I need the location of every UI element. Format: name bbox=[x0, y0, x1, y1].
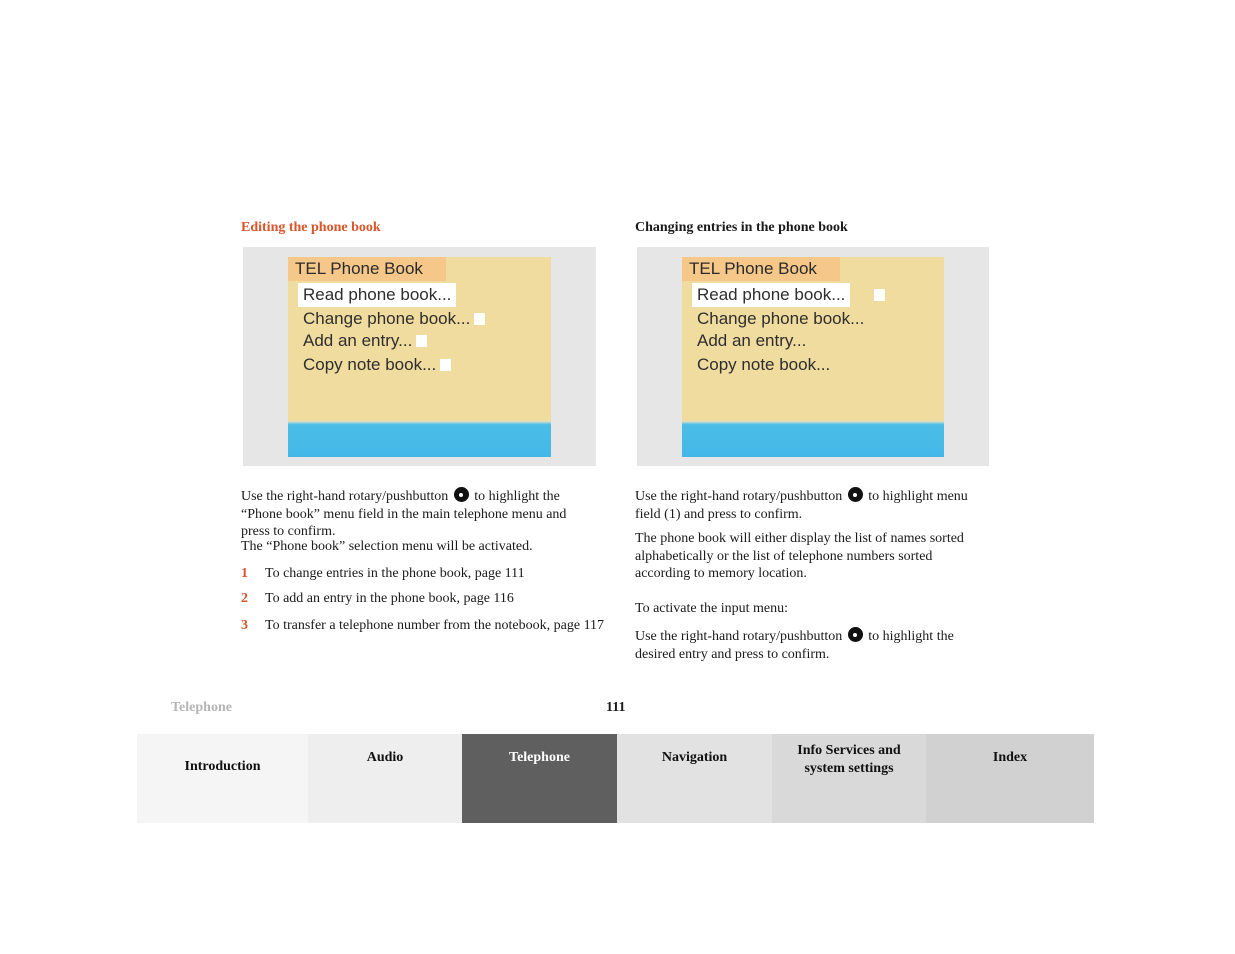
marker-3 bbox=[440, 359, 451, 371]
left-menu-change-phone-book: Change phone book... bbox=[298, 307, 490, 331]
tab-audio[interactable]: Audio bbox=[308, 734, 462, 823]
list-item: 1 To change entries in the phone book, page 111 bbox=[241, 565, 605, 583]
left-screen-frame bbox=[243, 247, 596, 466]
page-link-117[interactable]: To transfer a telephone number from the notebook, page 117 bbox=[265, 618, 605, 633]
left-menu-add-entry: Add an entry... bbox=[298, 329, 432, 353]
marker-2 bbox=[416, 335, 427, 347]
right-menu-read-phone-book: Read phone book... bbox=[692, 283, 850, 307]
rotary-pushbutton-icon bbox=[848, 487, 863, 502]
left-heading: Editing the phone book bbox=[241, 220, 381, 235]
right-screen-title: TEL Phone Book bbox=[682, 257, 840, 281]
right-para-4: Use the right-hand rotary/pushbutton to highlight the desired entry and press to confirm. bbox=[635, 629, 954, 662]
right-menu-change-phone-book: Change phone book... bbox=[697, 309, 865, 328]
left-screen-status-bar bbox=[288, 421, 551, 457]
right-para-3: To activate the input menu: bbox=[635, 601, 788, 616]
left-para-2: The “Phone book” selection menu will be activated. bbox=[241, 539, 533, 554]
right-menu-copy-note-book: Copy note book... bbox=[697, 355, 831, 374]
left-para-1: Use the right-hand rotary/pushbutton to highlight the “Phone book” menu field in the main telephone menu and press to confirm. bbox=[241, 489, 567, 539]
left-screen-title: TEL Phone Book bbox=[288, 257, 446, 281]
left-phone-book-screen bbox=[288, 257, 551, 457]
page-number: 111 bbox=[606, 700, 626, 715]
tab-index[interactable]: Index bbox=[926, 734, 1094, 823]
left-menu-read-phone-book: Read phone book... bbox=[298, 283, 456, 307]
right-screen-status-bar bbox=[682, 421, 944, 457]
marker-1 bbox=[874, 289, 885, 301]
right-para-2: The phone book will either display the list of names sorted alphabetically or the list of telephone numbers sorted according to memory location. bbox=[635, 531, 964, 581]
list-item: 3 To transfer a telephone number from the notebook, page 117 bbox=[241, 618, 605, 633]
tab-telephone[interactable]: Telephone bbox=[462, 734, 617, 823]
rotary-pushbutton-icon bbox=[848, 627, 863, 642]
tab-navigation[interactable]: Navigation bbox=[617, 734, 772, 823]
right-phone-book-screen bbox=[682, 257, 944, 457]
list-item: 2 To add an entry in the phone book, page 116 bbox=[241, 590, 605, 608]
right-screen-frame bbox=[637, 247, 989, 466]
right-para-1: Use the right-hand rotary/pushbutton to highlight menu field (1) and press to confirm. bbox=[635, 489, 968, 522]
left-menu-copy-note-book: Copy note book... bbox=[298, 353, 456, 377]
right-heading: Changing entries in the phone book bbox=[635, 220, 848, 235]
tab-introduction[interactable]: Introduction bbox=[137, 734, 308, 823]
footer-section-label: Telephone bbox=[171, 700, 232, 715]
page-link-116[interactable]: To add an entry in the phone book, page 116 bbox=[265, 591, 514, 606]
tab-info-services[interactable]: Info Services and system settings bbox=[772, 734, 926, 823]
rotary-pushbutton-icon bbox=[454, 487, 469, 502]
right-menu-add-entry: Add an entry... bbox=[697, 331, 807, 350]
page-link-111[interactable]: To change entries in the phone book, page 111 bbox=[265, 566, 525, 581]
marker-1 bbox=[474, 313, 485, 325]
